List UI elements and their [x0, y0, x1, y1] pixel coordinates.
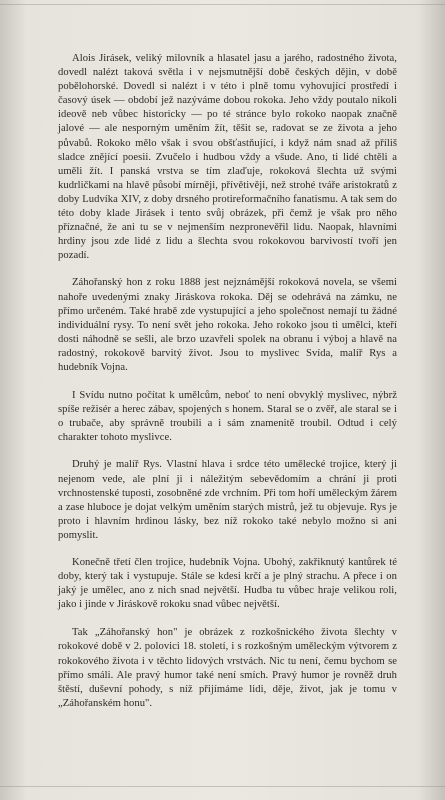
- paragraph-zahoransky-hon: Záhořanský hon z roku 1888 jest nejznámější rokoková novela, se všemi nahoře uvedenými znaky Jiráskova rokoka. Děj se odehrává na zámku, ne přímo určeném. Také hrabě zde vystupující a jeho společnost nemají tu žádné individuální rysy. To není svět jeho rokoka. Jeho rokoko jsou ti umělci, kteří dosti náhodně se sešli, ale brzo uzavřeli spolek na obranu i výboj a hlavě na radostný, rokokově barvitý život. Jsou to myslivec Svída, malíř Rys a hudebník Vojna.: [58, 277, 397, 373]
- paragraph-vojna: Konečně třetí člen trojice, hudebník Vojna. Ubohý, zakřiknutý kantůrek té doby, který tak i vystupuje. Stále se kdesi krčí a je plný strachu. A přece i on jaký je umělec, ano z nich snad největší. Hudba tu vůbec hraje velikou roli, jako i jinde v Jiráskově rokoku snad vůbec největší.: [58, 557, 397, 611]
- paragraph-svida: I Svídu nutno počítat k umělcům, neboť to není obvyklý myslivec, nýbrž spíše režisér a herec zábav, spojených s honem. Staral se o zvěř, ale staral se i o trubače, aby správně troubili a i sám znamenitě troubil. Odtud i celý charakter tohoto myslivce.: [58, 390, 397, 444]
- paragraph-intro: Alois Jirásek, veliký milovník a hlasatel jasu a jarého, radostného života, dovedl nalézt taková světla i v nejsmutnější době českých dějin, v době pobělohorské. Dovedl si nalézt i v této i plně tomu vyhovující prostředí i časový úsek — období jež nazýváme dobou rokoka. Jeho vždy poutalo nikoli ideově neb vůbec historicky — po té stránce bylo rokoko naopak značně jalové — ale nesporným uměním žít, těšit se, radovat se ze života a jeho půvabů. Rokoko mělo však i svou obšťastňující, i když nám snad až příliš sladce znějící poesii. Zvučelo i hudbou vždy a všude. Ano, ti lidé chtěli a uměli žít. I panská vrstva se tím zlaďuje, rokoková šlechta už svými kudrličkami na hlavě působí mírněji, přívětivěji, než strohé tváře aristokratů z doby Ludvíka XIV, z doby drsného protireformačního fanatismu. A tak sem do této doby klade Jirásek i tento svůj obrázek, při čemž je však pro něho příznačné, že ani tu se v nejmenším nezpronevěřil lidu. Naopak, hlavními hrdiny jsou zde lidé z lidu a šlechta svou rokokovou barvivostí tvoří jen pozadí.: [58, 53, 397, 262]
- paper-fold-top: [0, 4, 445, 5]
- article-body: [58, 52, 397, 722]
- paragraph-conclusion: Tak „Záhořanský hon" je obrázek z rozkošnického života šlechty v rokokové době v 2. polovici 18. století, i s rozkošným uměleckým výtvorem z rokokového života i v těchto lidových vrstvách. Nic tu není, čemu bychom se přímo smáli. Ale pravý humor také není smích. Pravý humor je rovněž druh štěstí, duševní pohody, s níž přijímáme lidi, děje, život, jak je tomu v „Záhořanském honu".: [58, 627, 397, 709]
- paragraph-rys: Druhý je malíř Rys. Vlastní hlava i srdce této umělecké trojice, který ji nejenom vede, ale plní ji i náležitým sebevědomím a chrání ji proti vrchnostenské tuposti, zosobněné zde vrchním. Při tom hoří uměleckým žárem a zase hluboce je dojat velkým uměním starých mistrů, jež tu objevuje. Rys je proto i hlavním hrdinou lásky, bez níž rokoko také nebylo možno si ani pomyslit.: [58, 459, 397, 541]
- paper-fold-bottom: [0, 786, 445, 787]
